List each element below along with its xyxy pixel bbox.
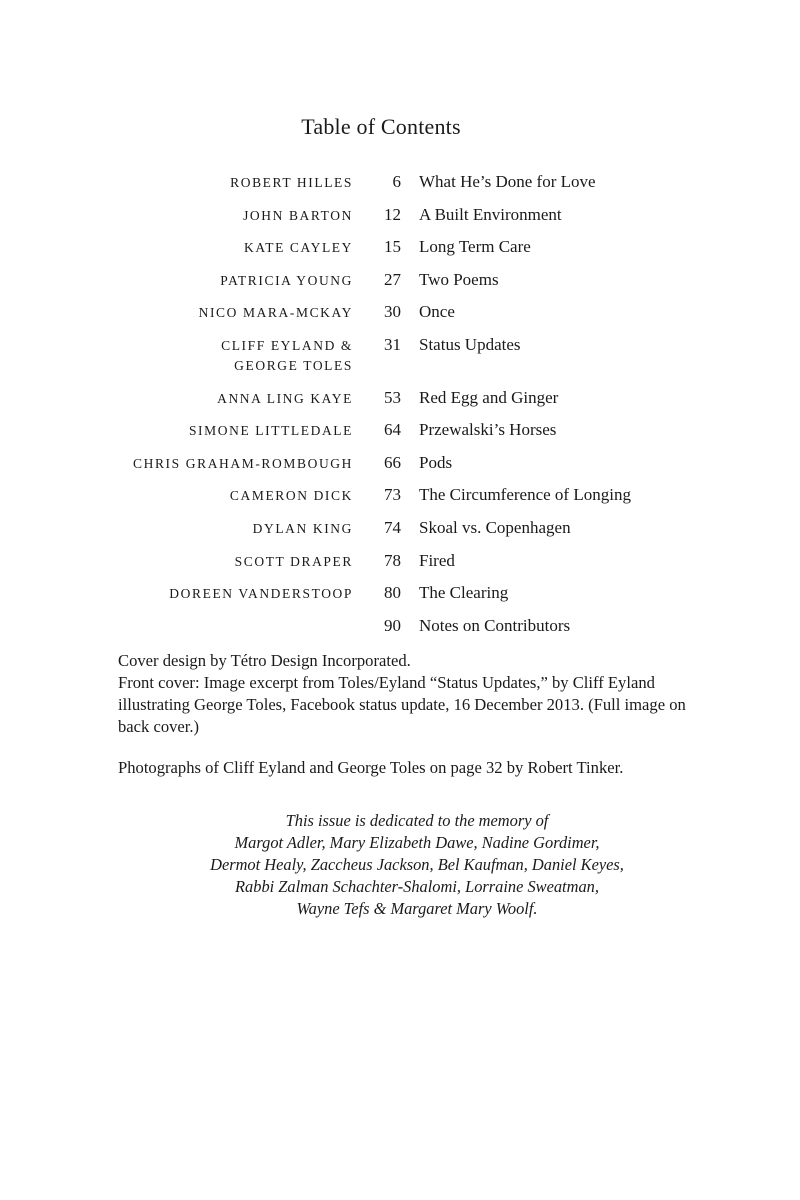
toc-author: ROBERT HILLES bbox=[230, 175, 353, 190]
cover-credits bbox=[118, 650, 718, 738]
toc-entry[interactable] bbox=[0, 268, 800, 301]
toc-author bbox=[0, 614, 353, 617]
toc-title: Fired bbox=[419, 550, 455, 570]
toc-author: DOREEN VANDERSTOOP bbox=[169, 586, 353, 602]
toc-entry[interactable] bbox=[0, 235, 800, 268]
toc-title: Notes on Contributors bbox=[419, 615, 571, 635]
toc-page-number: 64 bbox=[384, 420, 401, 440]
toc-title: The Circumference of Longing bbox=[419, 485, 631, 505]
toc-page-number: 74 bbox=[384, 517, 401, 537]
toc-author: NICO MARA-MCKAY bbox=[198, 305, 353, 321]
toc-page-number: 12 bbox=[384, 204, 401, 224]
cover-design-credit: Cover design by Tétro Design Incorporated. bbox=[118, 651, 411, 670]
toc-author: CAMERON DICK bbox=[229, 488, 353, 504]
toc-title: The Clearing bbox=[419, 583, 509, 603]
toc-title: Red Egg and Ginger bbox=[419, 387, 559, 407]
toc-entry[interactable] bbox=[0, 451, 800, 484]
photo-credit: Photographs of Cliff Eyland and George Toles on page 32 by Robert Tinker. bbox=[118, 758, 624, 777]
toc-entry[interactable] bbox=[0, 386, 800, 419]
toc-entry[interactable] bbox=[0, 333, 800, 386]
toc-title: Przewalski’s Horses bbox=[419, 420, 557, 440]
toc-page-number: 53 bbox=[384, 387, 401, 407]
toc-title: Two Poems bbox=[419, 269, 499, 289]
toc-author: CHRIS GRAHAM-ROMBOUGH bbox=[133, 455, 353, 471]
toc-entry[interactable] bbox=[0, 581, 800, 614]
toc-title: Once bbox=[419, 302, 455, 322]
toc-entry[interactable] bbox=[0, 483, 800, 516]
toc-author: SIMONE LITTLEDALE bbox=[188, 423, 353, 439]
toc-entry[interactable] bbox=[0, 614, 800, 647]
toc-entry[interactable] bbox=[0, 418, 800, 451]
toc-title: A Built Environment bbox=[419, 204, 562, 224]
dedication-line: Wayne Tefs & Margaret Mary Woolf. bbox=[296, 899, 538, 918]
toc-page-number: 78 bbox=[384, 550, 401, 570]
table-of-contents bbox=[0, 170, 800, 646]
toc-page-number: 90 bbox=[384, 615, 401, 635]
toc-page-number: 27 bbox=[384, 269, 401, 289]
toc-title: Status Updates bbox=[419, 334, 521, 354]
toc-author-line: CLIFF EYLAND & bbox=[221, 337, 353, 353]
toc-page-number: 6 bbox=[392, 172, 401, 191]
toc-author: PATRICIA YOUNG bbox=[220, 272, 353, 288]
dedication-line: Dermot Healy, Zaccheus Jackson, Bel Kaufman, Daniel Keyes, bbox=[210, 855, 624, 874]
toc-page-number: 31 bbox=[384, 334, 401, 354]
toc-page-number: 15 bbox=[384, 237, 401, 257]
dedication bbox=[180, 810, 654, 920]
toc-entry[interactable] bbox=[0, 170, 800, 203]
toc-page-number: 66 bbox=[384, 452, 401, 472]
dedication-line: Rabbi Zalman Schachter-Shalomi, Lorraine Sweatman, bbox=[235, 877, 599, 896]
toc-title: What He’s Done for Love bbox=[419, 172, 596, 191]
toc-page-number: 80 bbox=[384, 583, 401, 603]
toc-author: JOHN BARTON bbox=[243, 207, 353, 223]
toc-title: Pods bbox=[419, 452, 453, 472]
toc-author bbox=[0, 333, 353, 377]
front-cover-credit: Front cover: Image excerpt from Toles/Eyland “Status Updates,” by Cliff Eyland illustrating George Toles, Facebook status update, 16 December 2013. (Full image on back cover.) bbox=[118, 673, 686, 736]
toc-author: ANNA LING KAYE bbox=[217, 390, 353, 406]
page-title: Table of Contents bbox=[301, 114, 461, 139]
dedication-line: This issue is dedicated to the memory of bbox=[285, 811, 549, 830]
toc-title: Skoal vs. Copenhagen bbox=[419, 517, 571, 537]
toc-author: SCOTT DRAPER bbox=[234, 553, 353, 569]
toc-entry[interactable] bbox=[0, 516, 800, 549]
toc-author-line: GEORGE TOLES bbox=[234, 358, 353, 374]
toc-entry[interactable] bbox=[0, 549, 800, 582]
toc-page-number: 73 bbox=[384, 485, 401, 505]
toc-author: KATE CAYLEY bbox=[244, 240, 353, 256]
toc-entry[interactable] bbox=[0, 203, 800, 236]
toc-title: Long Term Care bbox=[419, 237, 531, 257]
toc-author: DYLAN KING bbox=[252, 520, 353, 536]
toc-page-number: 30 bbox=[384, 302, 401, 322]
dedication-line: Margot Adler, Mary Elizabeth Dawe, Nadine Gordimer, bbox=[234, 833, 600, 852]
toc-entry[interactable] bbox=[0, 300, 800, 333]
